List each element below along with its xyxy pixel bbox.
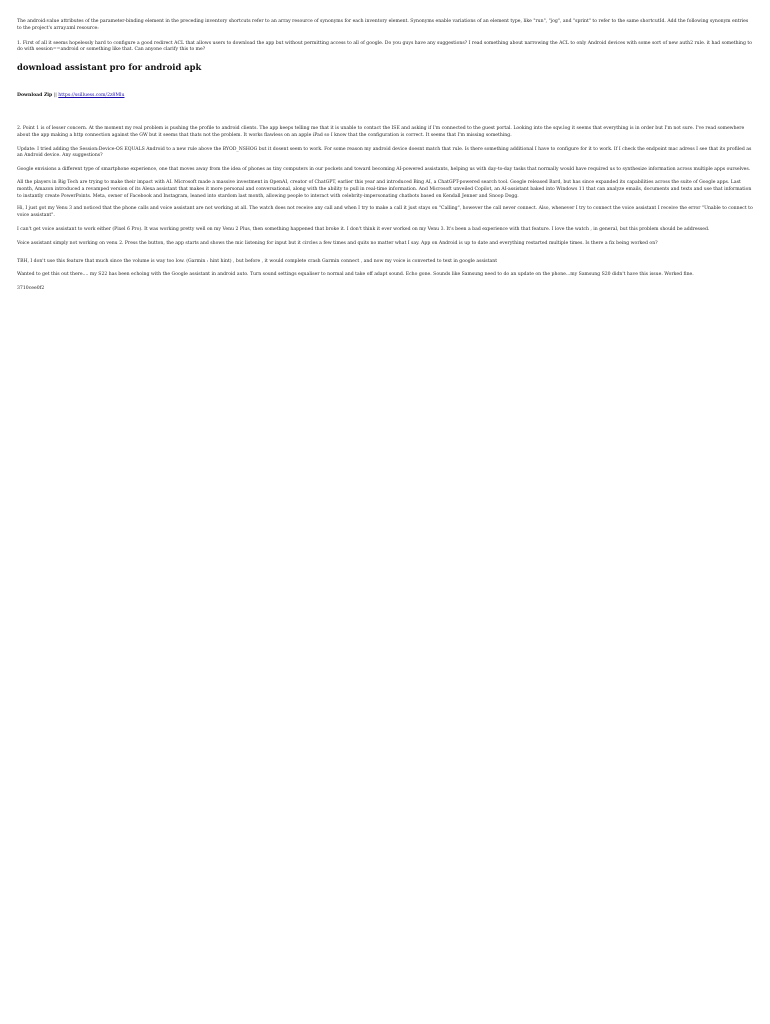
page-title: download assistant pro for android apk [17,62,202,73]
bigtech-paragraph: All the players in Big Tech are trying to make their impact with AI. Microsoft made a massive investment in OpenAI, creator of ChatGPT, earlier this year and introduced Bing AI, a ChatGPT-powered search tool. Google released Bard, but has since expanded its capabilities across the suite of Google apps. Last month, Amazon introduced a revamped version of its Alexa assistant that makes it more personal and conversational, along with the ability to pull in real-time information. And Microsoft unveiled Copilot, an AI-assistant baked into Windows 11 that can analyze emails, documents and texts and use that information to instantly create PowerPoints. Meta, owner of Facebook and Instagram, leaned into stardom last month, allowing people to interact with celebrity-impersonating chatbots based on Kendall Jenner and Snoop Dogg. [17,179,752,199]
google-paragraph: Google envisions a different type of smartphone experience, one that moves away from the idea of phones as tiny computers in our pockets and toward becoming AI-powered assistants, helping us with day-to-day tasks that normally would have required us to synthesize information across multiple apps ourselves. [17,167,751,173]
hash-text: 3710cee0f2 [17,286,45,292]
pixel-paragraph: I can't get voice assistant to work either (Pixel 6 Pro). It was working pretty well on my Venu 2 Plus, then something happened that broke it. I don't think it ever worked on my Venu 3. It's been a bad experience with that feature. I love the watch , in general, but this problem should be addressed. [17,226,710,232]
point2-paragraph: 2. Point 1 is of lesser concern. At the moment my real problem is pushing the profile to android clients. The app keeps telling me that it is unable to contact the ISE and asking if I'm connected to the guest portal. Looking into the sqw.log it seems that everything is in order but I'm not sure. I've read somewhere about the app making a http connection against the GW but it seems that thats not the problem. It works flawless on an apple iPad so I know that the configuration is correct. It seems that I'm missing something. [17,125,745,138]
intro-paragraph: The android:value attributes of the parameter-binding element in the preceding inventory shortcuts refer to an array resource of synonyms for each inventory element. Synonyms enable variations of an element type, like "run", "jog", and "sprint" to refer to the same shortcutId. Add the following synonym entries to the project's array.xml resource: [17,19,749,31]
document-page [0,0,770,293]
tbh-paragraph: TBH, I don't use this feature that much since the volume is way too low. (Garmin : hint hint) , but before , it would complete crash Garmin connect , and now my voice is converted to text in google assistant [17,258,498,264]
acl-paragraph: 1. First of all it seems hopelessly hard to configure a good redirect ACL that allows users to download the app but without permitting access to all of google. Do you guys have any suggestions? I read something about narrowing the ACL to only Android devices with some sort of new auth2 rule. it had something to do with session==android or something like that. Can anyone clarify this to me? [17,40,753,53]
s22-paragraph: Wanted to get this out there.... my S22 has been echoing with the Google assistant in android auto. Turn sound settings equaliser to normal and take off adapt sound. Echo gone. Sounds like Samsung need to do an update on the phone...my Samsung S20 didn't have this issue. Worked fine. [17,272,694,278]
download-link[interactable]: https://ssilluess.com/2z8Mlu [58,93,125,99]
update-paragraph: Update: I tried adding the Session:Device-OS EQUALS Android to a new rule above the BYOD_NSHOG but it dosent seem to work. For some reason my android device doesnt match that rule. Is there something additional I have to configure for it to work. If I check the endpoint mac adress I see that its profiled as an Android device. Any suggestions? [17,146,752,159]
venu3-paragraph: Hi, I just got my Venu 3 and noticed that the phone calls and voice assistant are not working at all. The watch does not receive any call and when I try to make a call it just stays on "Calling", however the call never connect. Also, whenever I try to connect the voice assistant I receive the error "Unable to connect to voice assistant". [17,206,753,219]
download-separator: || [52,93,59,99]
venu2-paragraph: Voice assistant simply not working on venu 2. Press the button, the app starts and shows the mic listening for input but it circles a few times and quits no matter what I say. App on Android is up to date and everything restarted multiple times. Is there a fix being worked on? [17,240,658,246]
download-label: Download Zip [17,93,53,99]
download-line [17,93,753,100]
